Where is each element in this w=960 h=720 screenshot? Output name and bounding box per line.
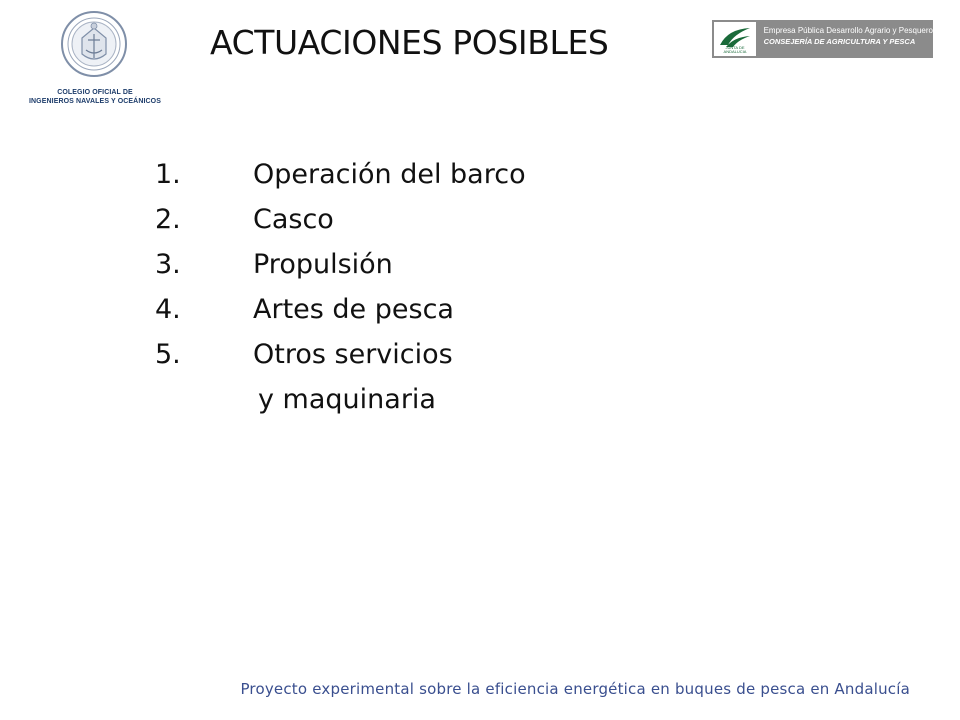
list-item-text: Operación del barco <box>253 159 526 190</box>
list-item-number: 3. <box>155 249 181 280</box>
list-item-number: 4. <box>155 294 181 325</box>
footer-text: Proyecto experimental sobre la eficiencia energética en buques de pesca en Andalucía <box>240 680 910 698</box>
actions-list <box>150 152 526 422</box>
list-item-number: 5. <box>155 339 181 370</box>
junta-andalucia-logo <box>712 20 933 58</box>
list-item <box>150 197 526 242</box>
list-item <box>150 287 526 332</box>
list-item <box>150 242 526 287</box>
list-item-continuation-text: y maquinaria <box>258 384 436 415</box>
list-item <box>150 152 526 197</box>
junta-logo-line1: Empresa Pública Desarrollo Agrario y Pesquero <box>763 26 933 35</box>
junta-emblem-text: JUNTA DE ANDALUCIA <box>723 45 747 54</box>
list-item-continuation <box>150 377 526 422</box>
list-item-text: Otros servicios <box>253 339 453 370</box>
colegio-caption-line2: INGENIEROS NAVALES Y OCEÁNICOS <box>28 98 161 105</box>
list-item-text: Casco <box>253 204 334 235</box>
colegio-logo <box>20 10 170 110</box>
list-item-text: Artes de pesca <box>253 294 454 325</box>
colegio-caption-line1: COLEGIO OFICIAL DE <box>57 89 133 96</box>
list-item <box>150 332 526 377</box>
junta-logo-line2: CONSEJERÍA DE AGRICULTURA Y PESCA <box>763 37 916 46</box>
slide-title: ACTUACIONES POSIBLES <box>210 23 609 62</box>
list-item-text: Propulsión <box>253 249 393 280</box>
coat-of-arms-seal-icon <box>60 10 128 78</box>
junta-emblem-box <box>714 22 756 56</box>
list-item-number: 2. <box>155 204 181 235</box>
list-item-number: 1. <box>155 159 181 190</box>
